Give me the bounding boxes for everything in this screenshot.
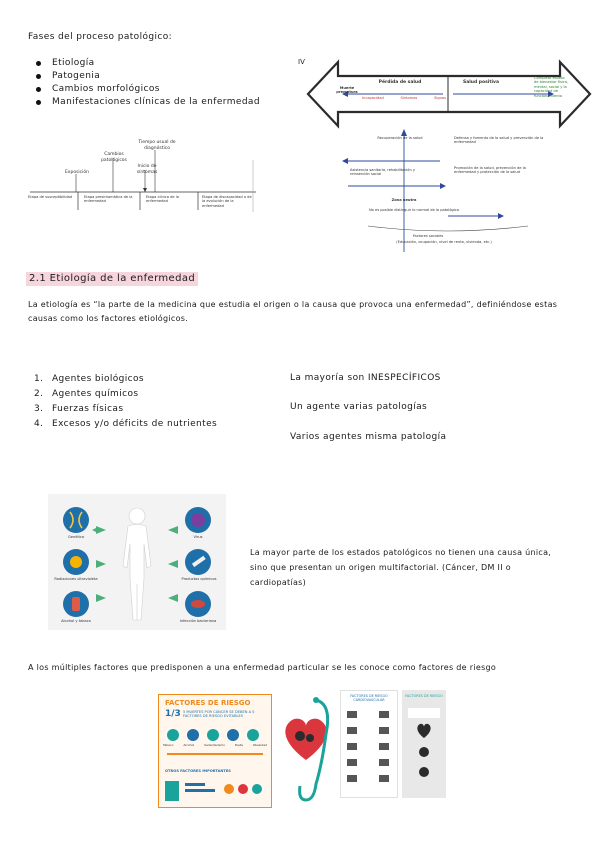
risk-factors-statement: A los múltiples factores que predisponen a una enfermedad particular se les conoce como factores de riesgo — [28, 663, 497, 672]
poster-label: Dieta — [234, 743, 243, 747]
signs-label: Signos — [434, 96, 446, 100]
positive-health-header: Salud positiva — [462, 80, 499, 85]
neutral-zone-label: Zona neutra — [391, 198, 417, 202]
agent-number: 1. — [34, 374, 44, 384]
etiology-definition: La etiología es “la parte de la medicina que estudia el origen o la causa que provoca una enfermedad”, definiéndose estas causas como los factores etiológicos. — [28, 300, 558, 323]
risk-factors-poster — [158, 694, 272, 808]
health-loss-subitems — [362, 96, 446, 100]
label-virus: Virus — [193, 535, 203, 539]
left-pole: Muerte prematura — [336, 86, 358, 95]
cardiovascular-card — [340, 690, 398, 798]
infographic-art — [48, 494, 226, 630]
label-genetics: Genética — [67, 535, 85, 539]
side-card-icons — [402, 706, 446, 796]
agent-text: Excesos y/o déficits de nutrientes — [52, 419, 218, 429]
poster-label: Alcohol — [183, 743, 195, 747]
label-chemicals: Productos químicos — [181, 577, 217, 581]
agent-text: Fuerzas físicas — [52, 404, 124, 414]
poster-label: Sedentarismo — [204, 743, 225, 747]
stage-disability: Etapa de discapacidad o de la evolución de la enfermedad — [202, 195, 252, 208]
page-mark: IV — [298, 58, 305, 66]
health-continuum-diagram — [298, 56, 598, 252]
stage-clinical: Etapa clínica de la enfermedad — [146, 195, 179, 204]
label-uv: Radiaciones ultravioleta — [54, 577, 98, 581]
agent-number: 4. — [34, 419, 44, 429]
incapacity-label: Incapacidad — [362, 96, 384, 100]
note-many-agents: Varios agentes misma patología — [290, 432, 447, 442]
poster-label: Tabaco — [163, 743, 174, 747]
label-alcohol-tobacco: Alcohol y tabaco — [61, 619, 91, 623]
agent-number: 2. — [34, 389, 44, 399]
agent-number: 3. — [34, 404, 44, 414]
heart-stethoscope-illustration — [276, 694, 336, 806]
label-diagnosis-time: Tiempo usual de diagnóstico — [138, 140, 176, 151]
section-heading-text: 2.1 Etiología de la enfermedad — [26, 272, 198, 286]
phase-item: Etiología — [28, 57, 260, 70]
poster-subtitle: 5 MUERTES POR CÁNCER SE DEBEN A 5 FACTORES DE RIESGO EVITABLES — [183, 710, 255, 719]
label-exposure: Exposición — [64, 170, 90, 175]
agent-item — [34, 417, 217, 432]
neutral-zone-sub: No es posible distinguir lo normal de lo patológico — [368, 208, 460, 212]
label-pathologic-changes: Cambios patológicos — [101, 152, 127, 163]
card-icons — [341, 705, 397, 795]
multifactorial-text: La mayor parte de los estados patológicos no tienen una causa única, sino que presentan un origen multifactorial. (Cáncer, DM II o cardiopatías) — [250, 548, 552, 587]
health-loss-header: Pérdida de salud — [378, 80, 422, 85]
note-one-agent: Un agente varias patologías — [290, 402, 428, 412]
agent-text: Agentes biológicos — [52, 374, 145, 384]
agents-list — [34, 372, 217, 432]
section-heading — [26, 266, 198, 285]
card-title: FACTORES DE RIESGO CARDIOVASCULAR — [350, 694, 388, 703]
social-factors-sub: (Educación, ocupación, nivel de renta, vivienda, etc.) — [396, 240, 492, 244]
note-nonspecific: La mayoría son INESPECÍFICOS — [290, 373, 441, 383]
poster-icon-labels — [163, 743, 267, 747]
phase-item: Patogenia — [28, 70, 260, 83]
heart-icon — [276, 694, 336, 806]
poster-label: Obesidad — [252, 743, 267, 747]
social-factors-label: Factores sociales — [412, 234, 444, 238]
disease-timeline — [28, 140, 258, 218]
promotion-label: Promoción de la salud, prevención de la enfermedad y protección de la salud — [454, 166, 526, 175]
symptoms-label: Síntomas — [400, 96, 418, 100]
right-pole: Completo estado de bienestar físico, mental, social y la capacidad de funcionamiento — [534, 76, 569, 98]
side-risk-card — [402, 690, 446, 798]
label-bacterial-infection: Infección bacteriana — [179, 619, 217, 623]
recovery-label: Recuperación de la salud — [377, 136, 423, 140]
poster-title: FACTORES DE RIESGO — [165, 699, 251, 707]
assistance-label: Asistencia sanitaria, rehabilitación y reinserción social — [350, 168, 416, 177]
agent-text: Agentes químicos — [52, 389, 139, 399]
poster-fraction: 1/3 — [165, 709, 181, 719]
stage-susceptibility: Etapa de susceptibilidad — [28, 195, 73, 199]
defense-label: Defensa y fomento de la salud y prevención de la enfermedad — [454, 136, 544, 145]
phase-item: Manifestaciones clínicas de la enfermedad — [28, 96, 260, 109]
phases-title: Fases del proceso patológico: — [28, 32, 173, 42]
phase-item: Cambios morfológicos — [28, 83, 260, 96]
agent-item — [34, 387, 217, 402]
agent-item — [34, 372, 217, 387]
stage-presymptomatic: Etapa presintomática de la enfermedad — [84, 195, 133, 204]
poster-footer: OTROS FACTORES IMPORTANTES — [165, 769, 231, 773]
etiology-infographic — [48, 494, 226, 630]
phases-list — [28, 57, 260, 109]
label-symptom-onset: Inicio de síntomas — [136, 164, 158, 175]
agent-item — [34, 402, 217, 417]
side-card-title: FACTORES DE RIESGO — [405, 694, 443, 698]
poster-footer-icons — [159, 777, 271, 807]
